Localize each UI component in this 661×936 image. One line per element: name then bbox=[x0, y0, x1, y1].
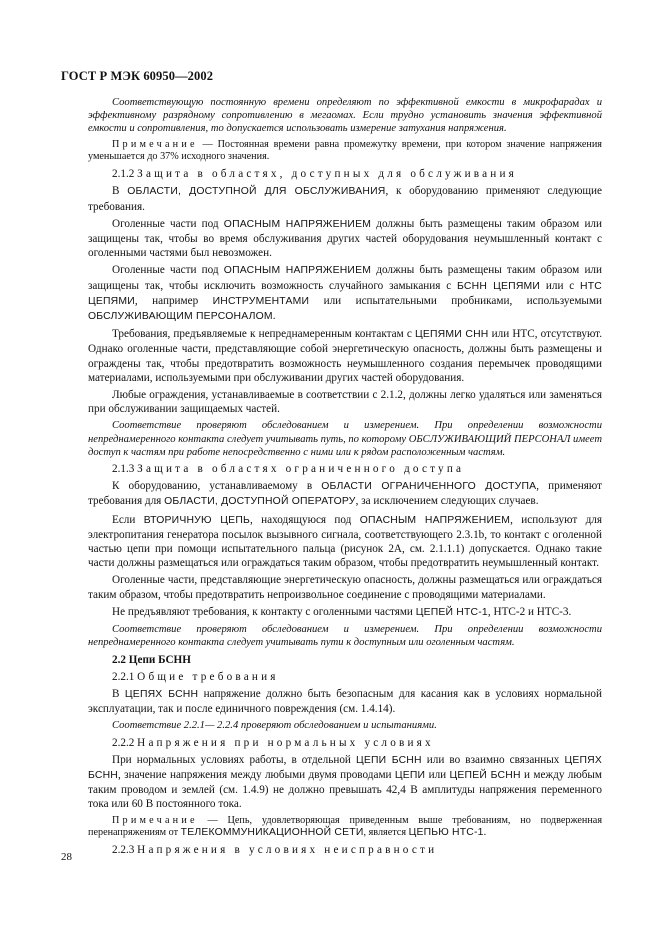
document-header: ГОСТ Р МЭК 60950—2002 bbox=[61, 69, 214, 83]
paragraph-bare-parts-1: Оголенные части под ОПАСНЫМ НАПРЯЖЕНИЕМ должны быть размещены таким образом или защищены так, чтобы во время обслуживания других частей оборудования неумышленный контакт с оголенными частями был невозможен. bbox=[88, 217, 602, 260]
paragraph-tnv-circuits: Не предъявляют требования, к контакту с оголенными частями ЦЕПЕЙ НТС-1, НТС-2 и НТС-3. bbox=[112, 605, 572, 618]
heading-2-2: 2.2 Цепи БСНН bbox=[112, 653, 191, 666]
paragraph-restricted-area: К оборудованию, устанавливаемому в ОБЛАСТИ ОГРАНИЧЕННОГО ДОСТУПА, применяют требования для ОБЛАСТИ, ДОСТУПНОЙ ОПЕРАТОРУ, за исключением следующих случаев. bbox=[88, 480, 602, 508]
paragraph-secondary-circuit: Если ВТОРИЧНУЮ ЦЕПЬ, находящуюся под ОПАСНЫМ НАПРЯЖЕНИЕМ, используют для электропитания генератора посылок вызывного сигнала, соответствующего 2.3.1b, то контакт с оголенной частью цепи при помощи испытательного пальца (рисунок 2А, см. 2.1.1.1) допускается. Однако такие части должны размещаться или ограждаться таким образом, чтобы предотвратить неумышленный контакт. bbox=[88, 513, 603, 570]
paragraph-guards: Любые ограждения, устанавливаемые в соответствии с 2.1.2, должны легко удаляться или заменяться при обслуживании защищаемых частей. bbox=[88, 389, 602, 416]
heading-2-2-1: 2.2.1 Общие требования bbox=[112, 670, 279, 683]
note-time-constant: Примечание — Постоянная времени равна промежутку времени, при котором значение напряжения уменьшается до 37% исходного значения. bbox=[88, 138, 602, 163]
paragraph-unintentional-contact: Требования, предъявляемые к непреднамеренным контактам с ЦЕПЯМИ СНН или НТС, отсутствуют. Однако оголенные части, представляющие собой энергетическую опасность, должны быть размещены и ограждены так, чтобы предотвратить возможность неумышленного создания перемычек проводящими материалами, используемыми при обслуживании других частей оборудования. bbox=[88, 328, 602, 384]
paragraph-compliance-2-2: Соответствие 2.2.1— 2.2.4 проверяют обследованием и испытаниями. bbox=[112, 720, 437, 732]
paragraph-compliance-service: Соответствие проверяют обследованием и измерением. При определении возможности непреднамеренного контакта следует учитывать путь, по которому ОБСЛУЖИВАЮЩИЙ ПЕРСОНАЛ имеет доступ к частям при работе непосредственно с ними или к рядом расположенным частям. bbox=[88, 420, 603, 458]
paragraph-selv-safe: В ЦЕПЯХ БСНН напряжение должно быть безопасным для касания как в условиях нормальной эксплуатации, так и после единичного повреждения (см. 1.4.14). bbox=[88, 687, 602, 716]
paragraph-service-area-intro: В ОБЛАСТИ, ДОСТУПНОЙ ДЛЯ ОБСЛУЖИВАНИЯ, к оборудованию применяют следующие требования. bbox=[88, 185, 603, 213]
heading-2-2-2: 2.2.2 Напряжения при нормальных условиях bbox=[112, 736, 434, 749]
page-number: 28 bbox=[61, 851, 72, 863]
paragraph-compliance-time-constant: Соответствующую постоянную времени определяют по эффективной емкости в микрофарадах и эффективному разрядному сопротивлению в мегаомах. Если трудно установить значения эффективной емкости и сопротивления, то допускается использовать измерение затухания напряжения. bbox=[88, 97, 602, 135]
note-tnv-1: Примечание — Цепь, удовлетворяющая приведенным выше требованиям, но подверженная перенапряжениям от ТЕЛЕКОММУНИКАЦИОННОЙ СЕТИ, является ЦЕПЬЮ НТС-1. bbox=[88, 814, 602, 839]
paragraph-normal-voltages: При нормальных условиях работы, в отдельной ЦЕПИ БСНН или во взаимно связанных ЦЕПЯХ БСНН, значение напряжения между любыми двумя проводами ЦЕПИ или ЦЕПЕЙ БСНН и между любым таким проводом и землей (см. 1.4.9) не должно превышать 42,4 В амплитуды напряжения переменного тока или 60 В постоянного тока. bbox=[88, 753, 603, 811]
heading-2-1-2: 2.1.2 Защита в областях, доступных для обслуживания bbox=[112, 168, 517, 181]
heading-2-1-3: 2.1.3 Защита в областях ограниченного доступа bbox=[112, 463, 465, 476]
paragraph-compliance-restricted: Соответствие проверяют обследованием и измерением. При определении возможности непреднамеренного контакта следует учитывать пути к доступным или оголенным частям. bbox=[88, 624, 602, 649]
document-body bbox=[88, 96, 602, 860]
paragraph-energy-hazard: Оголенные части, представляющие энергетическую опасность, должны размещаться или ограждаться таким образом, чтобы предотвратить непроизвольное соединение с проводящими материалами. bbox=[88, 574, 602, 601]
heading-2-2-3: 2.2.3 Напряжения в условиях неисправности bbox=[112, 844, 438, 857]
paragraph-bare-parts-2: Оголенные части под ОПАСНЫМ НАПРЯЖЕНИЕМ должны быть размещены таким образом или защищены так, чтобы исключить возможность случайного замыкания с БСНН ЦЕПЯМИ или с НТС ЦЕПЯМИ, например ИНСТРУМЕНТАМИ или испытательными пробниками, используемыми ОБСЛУЖИВАЮЩИМ ПЕРСОНАЛОМ. bbox=[88, 264, 603, 323]
